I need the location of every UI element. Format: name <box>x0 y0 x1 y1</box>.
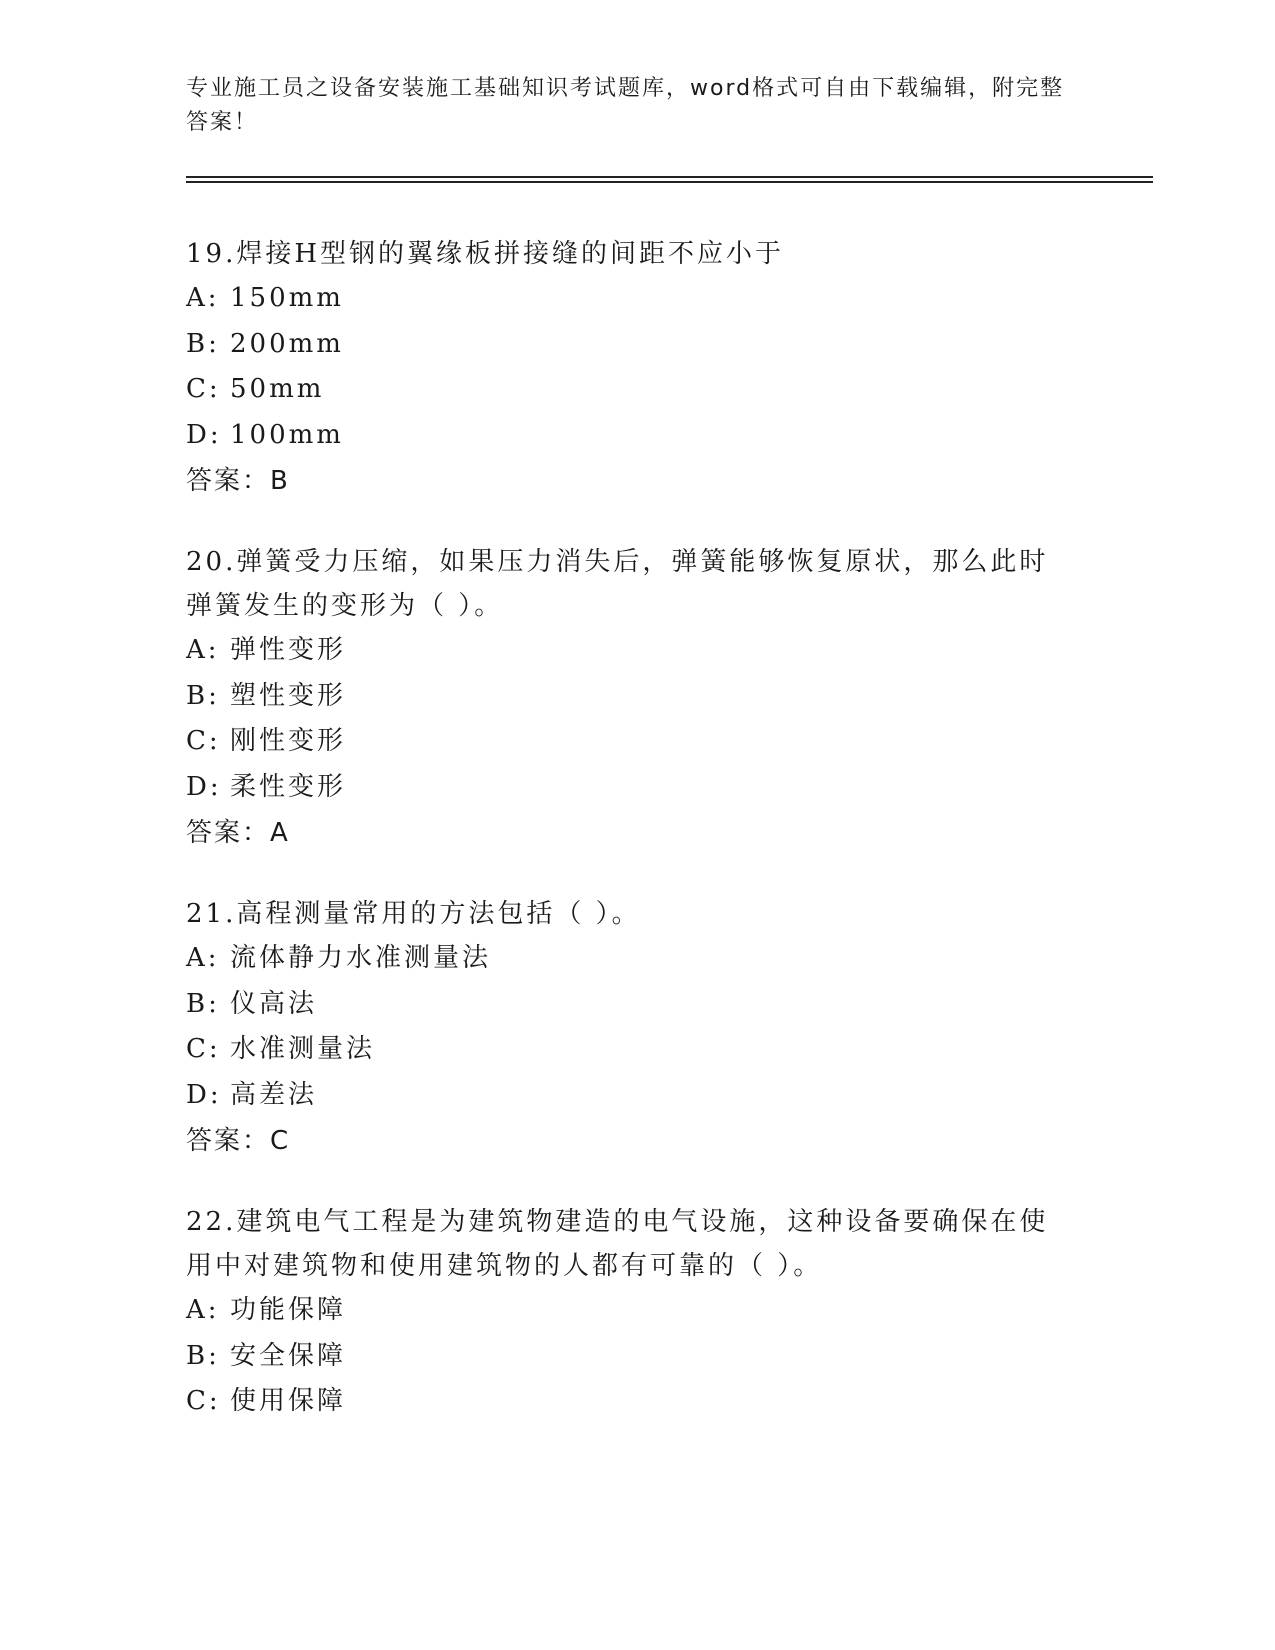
option-a <box>186 936 1086 982</box>
header-divider-top <box>186 176 1153 178</box>
question-stem: 22.建筑电气工程是为建筑物建造的电气设施，这种设备要确保在使用中对建筑物和使用建筑物的人都有可靠的（ ）。 <box>186 1207 1049 1281</box>
option-key: A: <box>186 635 220 665</box>
option-text: 功能保障 <box>230 1295 347 1325</box>
option-text: 100mm <box>230 419 344 450</box>
option-text: 50mm <box>230 374 325 404</box>
option-key: C: <box>186 1034 221 1064</box>
question-stem: 20.弹簧受力压缩，如果压力消失后，弹簧能够恢复原状，那么此时弹簧发生的变形为（ ）。 <box>186 547 1049 621</box>
option-text: 流体静力水准测量法 <box>230 943 492 973</box>
option-a <box>186 276 1086 322</box>
answer-line: 答案：A <box>186 818 290 848</box>
option-b <box>186 982 1086 1028</box>
question-item <box>186 892 1086 1164</box>
question-stem: 21.高程测量常用的方法包括（ ）。 <box>186 899 641 929</box>
option-text: 柔性变形 <box>230 771 347 802</box>
option-d <box>186 413 1086 459</box>
option-key: C: <box>186 726 221 756</box>
option-text: 200mm <box>230 328 344 359</box>
option-text: 高差法 <box>230 1079 318 1110</box>
option-d <box>186 1073 1086 1119</box>
option-c <box>186 1379 1086 1425</box>
option-a <box>186 628 1086 674</box>
option-key: A: <box>186 943 220 973</box>
option-key: B: <box>186 988 220 1019</box>
option-c <box>186 367 1086 413</box>
option-key: B: <box>186 1340 220 1371</box>
option-b <box>186 1334 1086 1380</box>
option-text: 弹性变形 <box>230 635 347 665</box>
option-text: 安全保障 <box>230 1340 347 1371</box>
option-key: B: <box>186 680 220 711</box>
option-key: C: <box>186 374 221 404</box>
option-b <box>186 322 1086 368</box>
option-text: 仪高法 <box>230 988 318 1019</box>
option-b <box>186 674 1086 720</box>
header-divider-bottom <box>186 181 1153 183</box>
option-text: 使用保障 <box>230 1386 347 1416</box>
option-key: A: <box>186 1295 220 1325</box>
option-text: 150mm <box>230 283 344 313</box>
question-stem: 19.焊接H型钢的翼缘板拼接缝的间距不应小于 <box>186 239 785 269</box>
document-header: 专业施工员之设备安装施工基础知识考试题库，word格式可自由下载编辑，附完整答案！ <box>186 76 1065 135</box>
option-key: B: <box>186 328 220 359</box>
answer-line: 答案：C <box>186 1126 291 1156</box>
option-c <box>186 1027 1086 1073</box>
question-list <box>186 232 1086 1461</box>
option-key: D: <box>186 419 222 450</box>
option-text: 水准测量法 <box>230 1034 376 1064</box>
option-key: D: <box>186 1079 222 1110</box>
option-key: C: <box>186 1386 221 1416</box>
option-key: A: <box>186 283 220 313</box>
question-item <box>186 540 1086 856</box>
option-text: 塑性变形 <box>230 680 347 711</box>
question-item <box>186 1200 1086 1425</box>
option-key: D: <box>186 771 222 802</box>
answer-line: 答案：B <box>186 466 290 496</box>
option-a <box>186 1288 1086 1334</box>
question-item <box>186 232 1086 504</box>
option-c <box>186 719 1086 765</box>
option-text: 刚性变形 <box>230 726 347 756</box>
option-d <box>186 765 1086 811</box>
